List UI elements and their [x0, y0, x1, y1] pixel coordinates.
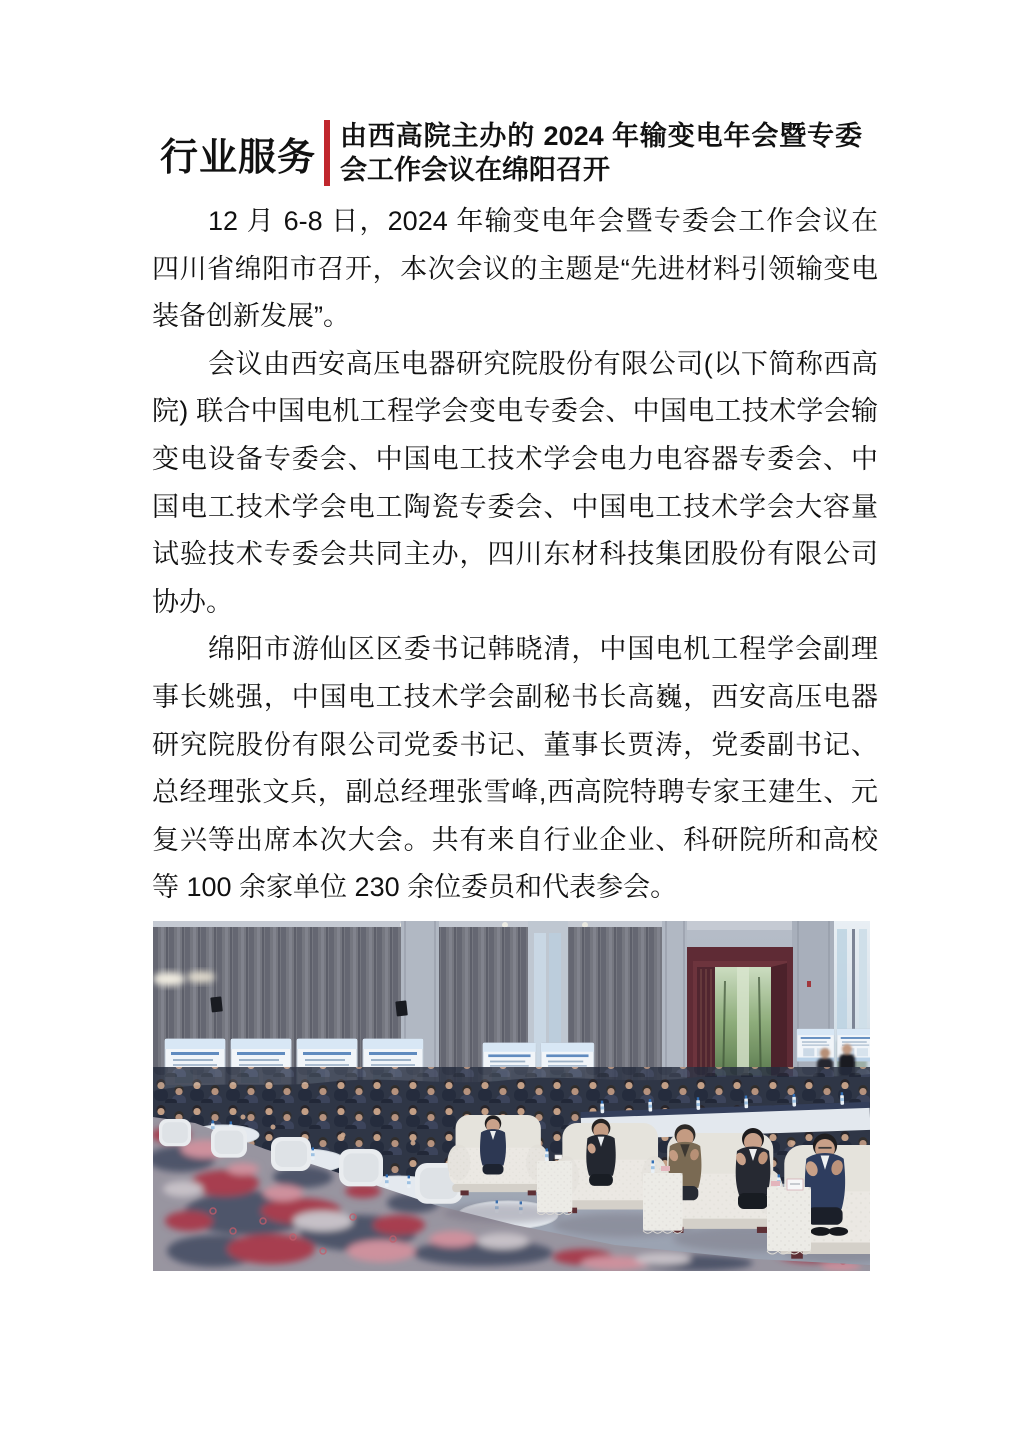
paragraph-1: 12 月 6-8 日，2024 年输变电年会暨专委会工作会议在四川省绵阳市召开，本次会议的主题是“先进材料引领输变电装备创新发展”。 [152, 206, 878, 332]
article-body [152, 198, 878, 912]
article-header [160, 119, 886, 187]
header-divider-bar [324, 120, 330, 186]
article-title: 由西高院主办的 2024 年输变电年会暨专委会工作会议在绵阳召开 [340, 121, 863, 185]
conference-photo-art [153, 921, 870, 1271]
paragraph-2: 会议由西安高压电器研究院股份有限公司(以下简称西高院) 联合中国电机工程学会变电专委会、中国电工技术学会输变电设备专委会、中国电工技术学会电力电容器专委会、中国电工技术学会电工陶瓷专委会、中国电工技术学会大容量试验技术专委会共同主办，四川东材科技集团股份有限公司协办。 [152, 348, 878, 617]
conference-photo [153, 921, 870, 1271]
section-label: 行业服务 [160, 136, 317, 179]
paragraph-3: 绵阳市游仙区区委书记韩晓清，中国电机工程学会副理事长姚强，中国电工技术学会副秘书长高巍，西安高压电器研究院股份有限公司党委书记、董事长贾涛，党委副书记、总经理张文兵，副总经理张雪峰,西高院特聘专家王建生、元复兴等出席本次大会。共有来自行业企业、科研院所和高校等 100 余家单位 230 余位委员和代表参会。 [152, 634, 878, 903]
